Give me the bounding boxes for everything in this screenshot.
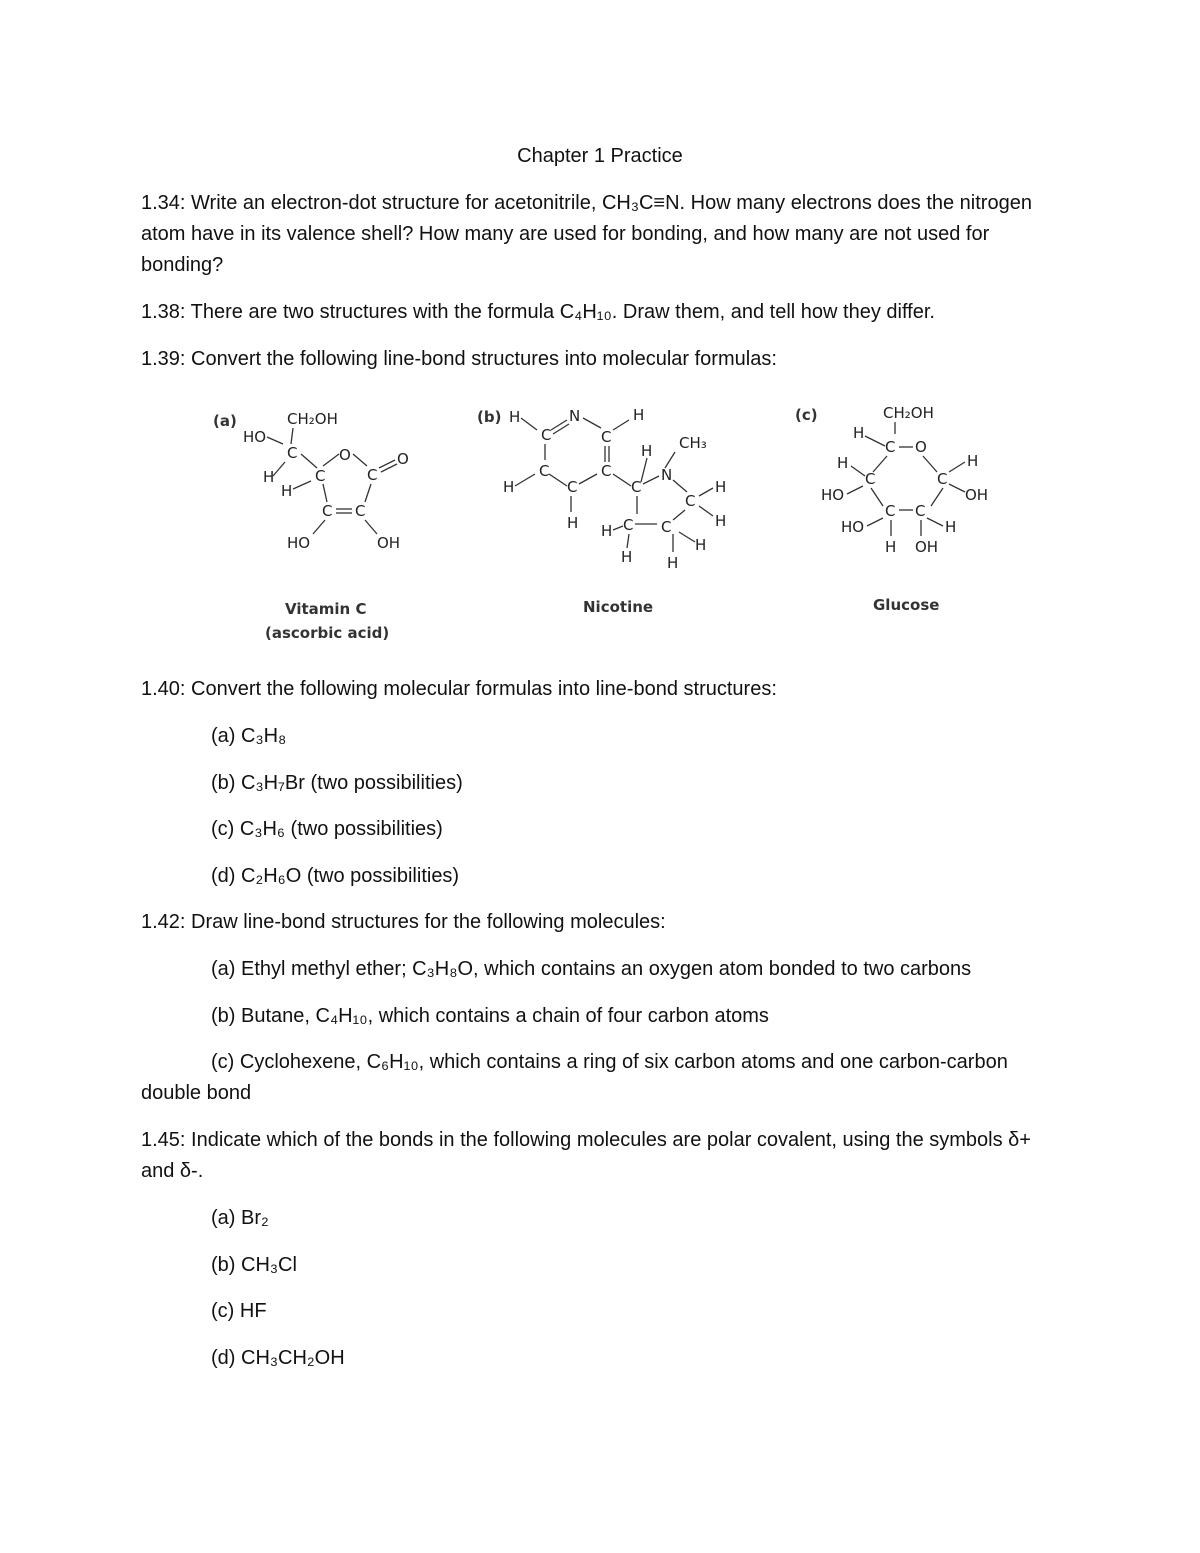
q140-item-c: (c) C₃H₆ (two possibilities) (211, 818, 443, 840)
c-oh2: OH (915, 538, 939, 556)
b-h2: H (633, 406, 645, 424)
b-h8: H (601, 522, 613, 540)
q140-item-b: (b) C₃H₇Br (two possibilities) (211, 772, 463, 794)
c-ch2oh: CH₂OH (883, 404, 934, 422)
a-oh-bottom: OH (377, 534, 401, 552)
b-c2: C (601, 428, 612, 446)
a-h2: H (281, 482, 293, 500)
caption-ascorbic-acid: (ascorbic acid) (265, 624, 390, 642)
b-h6: H (715, 512, 727, 530)
b-c7: C (685, 492, 696, 510)
question-1-45: 1.45: Indicate which of the bonds in the following molecules are polar covalent, using the symbols δ+ and δ-. (141, 1129, 1031, 1182)
c-ho2: HO (841, 518, 865, 536)
b-c4: C (601, 462, 612, 480)
c-c3: C (937, 470, 948, 488)
b-c-extra: C (661, 518, 672, 536)
b-c5: C (567, 478, 578, 496)
b-h7: H (567, 514, 579, 532)
q145-item-b: (b) CH₃Cl (211, 1254, 297, 1276)
c-c4: C (885, 502, 896, 520)
b-n1: N (569, 407, 581, 425)
q142-item-a: (a) Ethyl methyl ether; C₃H₈O, which contains an oxygen atom bonded to two carbons (211, 958, 972, 980)
question-1-34: 1.34: Write an electron-dot structure for acetonitrile, CH₃C≡N. How many electrons does the nitrogen atom have in its valence shell? How many are used for bonding, and how many are not used for bonding? (141, 192, 1032, 276)
label-b: (b) (477, 408, 502, 426)
q142-item-c-line2: double bond (141, 1082, 252, 1104)
q140-item-a: (a) C₃H₈ (211, 725, 287, 747)
q145-item-a: (a) Br₂ (211, 1207, 269, 1229)
c-h5: H (885, 538, 897, 556)
caption-vitamin-c: Vitamin C (285, 600, 367, 618)
c-c5: C (915, 502, 926, 520)
c-c1: C (885, 438, 896, 456)
b-h5: H (715, 478, 727, 496)
caption-glucose: Glucose (873, 596, 940, 614)
question-1-40: 1.40: Convert the following molecular formulas into line-bond structures: (141, 678, 777, 700)
q140-item-d: (d) C₂H₆O (two possibilities) (211, 865, 460, 887)
question-1-42: 1.42: Draw line-bond structures for the following molecules: (141, 911, 666, 933)
a-ho-bottom: HO (287, 534, 311, 552)
c-h1: H (853, 424, 865, 442)
a-c5: C (355, 502, 366, 520)
label-c: (c) (795, 406, 818, 424)
glucose-structure (795, 404, 988, 614)
structures-figure (205, 396, 1005, 646)
a-h1: H (263, 468, 275, 486)
a-c2: C (315, 467, 326, 485)
q142-item-b: (b) Butane, C₄H₁₀, which contains a chain of four carbon atoms (211, 1005, 769, 1027)
b-h3: H (641, 442, 653, 460)
b-c6: C (631, 478, 642, 496)
q145-item-c: (c) HF (211, 1300, 267, 1322)
c-c2: C (865, 470, 876, 488)
b-h4: H (503, 478, 515, 496)
b-h10: H (695, 536, 707, 554)
c-oh1: OH (965, 486, 989, 504)
a-o-ring: O (339, 446, 351, 464)
a-c4: C (322, 502, 333, 520)
nicotine-structure (477, 406, 726, 616)
b-h9: H (667, 554, 679, 572)
c-o: O (915, 438, 927, 456)
vitamin-c-structure (213, 410, 409, 642)
b-h11: H (621, 548, 633, 566)
question-1-39: 1.39: Convert the following line-bond structures into molecular formulas: (141, 348, 777, 370)
a-ho-top: HO (243, 428, 267, 446)
q142-item-c-line1: (c) Cyclohexene, C₆H₁₀, which contains a ring of six carbon atoms and one carbon-carbon (211, 1051, 1008, 1073)
c-h4: H (945, 518, 957, 536)
c-h2: H (837, 454, 849, 472)
a-c3: C (367, 466, 378, 484)
c-h3: H (967, 452, 979, 470)
b-ch3: CH₃ (679, 434, 707, 452)
a-o-carbonyl: O (397, 450, 409, 468)
question-1-38: 1.38: There are two structures with the formula C₄H₁₀. Draw them, and tell how they differ. (141, 301, 935, 323)
b-c3: C (539, 462, 550, 480)
b-h1: H (509, 408, 521, 426)
b-n2: N (661, 466, 673, 484)
caption-nicotine: Nicotine (583, 598, 654, 616)
a-ch2oh: CH₂OH (287, 410, 338, 428)
label-a: (a) (213, 412, 237, 430)
structures-svg (205, 396, 1005, 646)
page-title: Chapter 1 Practice (517, 145, 683, 167)
q145-item-d: (d) CH₃CH₂OH (211, 1347, 345, 1369)
b-c8: C (623, 516, 634, 534)
b-c1: C (541, 426, 552, 444)
c-ho1: HO (821, 486, 845, 504)
a-c1: C (287, 444, 298, 462)
